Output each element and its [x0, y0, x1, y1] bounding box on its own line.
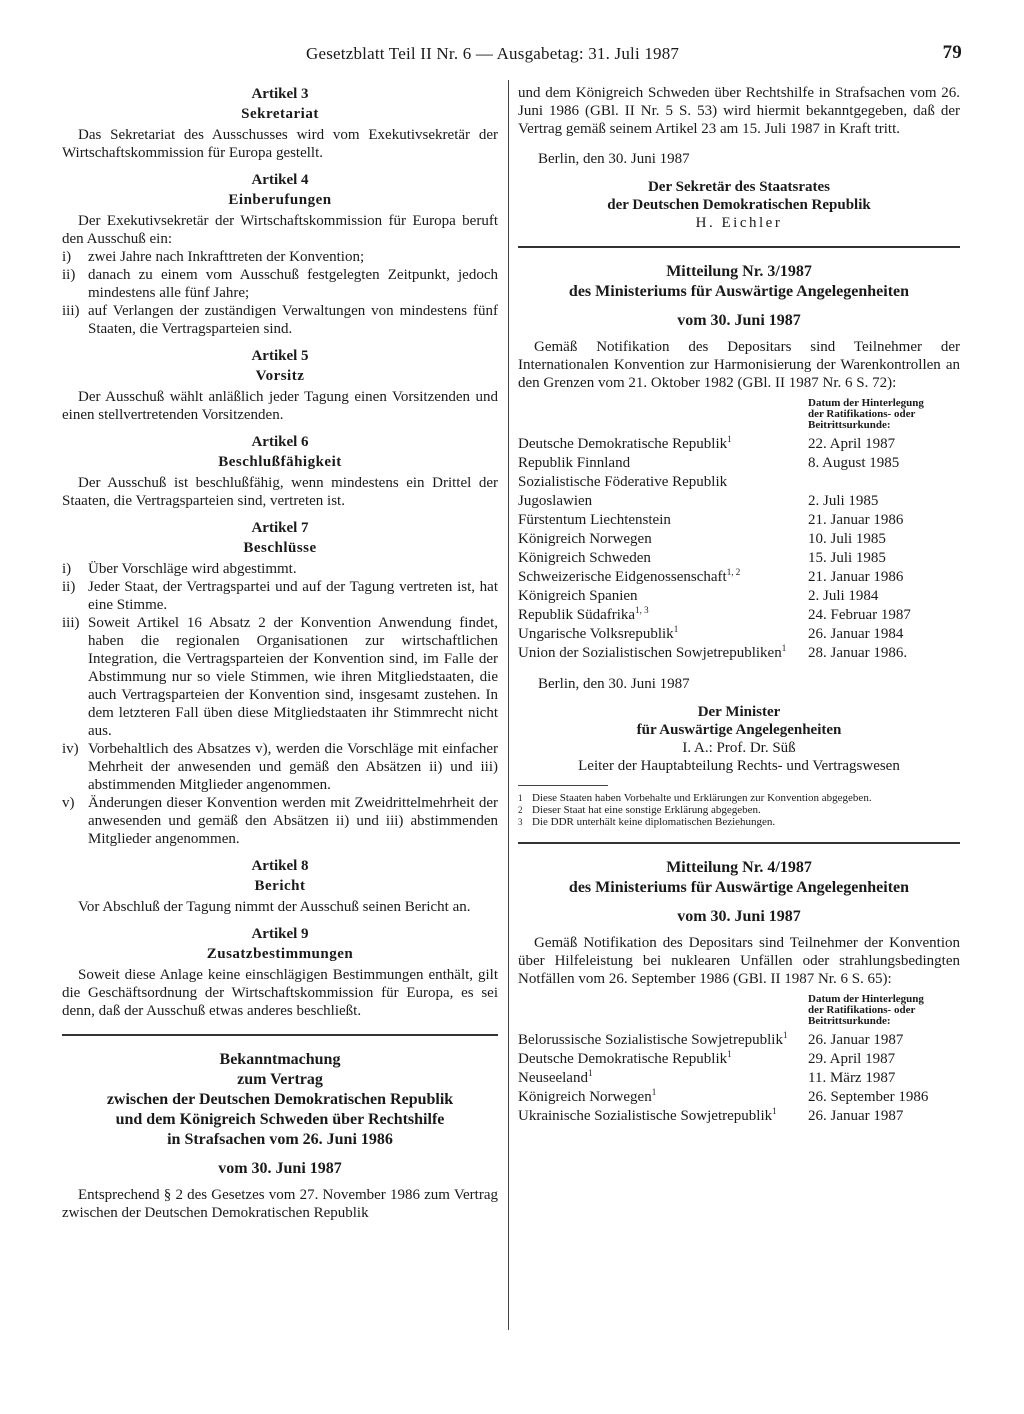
article-7-subtitle: Beschlüsse: [243, 540, 317, 556]
signatory-name: H. Eichler: [695, 215, 783, 231]
mitteilung-3-text: Gemäß Notifikation des Depositars sind Teilnehmer der Internationalen Konvention zur Harmonisierung der Warenkontrollen an den Grenzen vom 21. Oktober 1982 (GBl. II 1987 Nr. 6 S. 72):: [518, 339, 960, 391]
article-6-subtitle: Beschlußfähigkeit: [218, 454, 342, 470]
mitteilung-4-date: vom 30. Juni 1987: [677, 908, 801, 925]
mitteilung-3-table: [518, 435, 960, 663]
table-row: Republik Finnland 8. August 1985: [518, 455, 900, 471]
article-7-item: iv) Vorbehaltlich des Absatzes v), werden die Vorschläge mit einfacher Mehrheit der anwesenden und gemäß den Absätzen ii) und iii) abstimmenden Mitglieder angenommen.: [62, 741, 498, 793]
table-row: Schweizerische Eidgenossenschaft$^{1, 2}$ 21. Januar 1986: [518, 567, 904, 585]
page-number: 79: [942, 42, 962, 63]
mitteilung-3-title: Mitteilung Nr. 3/1987 des Ministeriums für Auswärtige Angelegenheiten: [568, 263, 910, 300]
article-8-title: Artikel 8: [251, 858, 309, 874]
table-row: Fürstentum Liechtenstein 21. Januar 1986: [518, 512, 904, 528]
article-3-subtitle: Sekretariat: [241, 106, 319, 122]
article-3-text: Das Sekretariat des Ausschusses wird vom Exekutivsekretär der Wirtschaftskommission für Europa gestellt.: [62, 127, 498, 161]
table-row: Neuseeland$^1$ 11. März 1987: [518, 1068, 896, 1086]
article-5-subtitle: Vorsitz: [255, 368, 305, 384]
article-5-text: Der Ausschuß wählt anläßlich jeder Tagung einen Vorsitzenden und einen stellvertretenden Vorsitzenden.: [62, 389, 498, 423]
section-divider: [518, 842, 960, 844]
section-divider: [518, 246, 960, 248]
article-7-item: ii) Jeder Staat, der Vertragspartei und auf der Tagung vertreten ist, hat eine Stimme.: [62, 579, 498, 613]
table-row: Königreich Schweden 15. Juli 1985: [518, 550, 886, 566]
table-row: Belorussische Sozialistische Sowjetrepublik$^1$ 26. Januar 1987: [518, 1030, 904, 1048]
mitteilung-4-title: Mitteilung Nr. 4/1987 des Ministeriums für Auswärtige Angelegenheiten: [568, 859, 910, 896]
article-4-item: iii) auf Verlangen der zuständigen Verwaltungen von mindestens fünf Staaten, die Vertragsparteien sind.: [62, 303, 498, 337]
table-row: Union der Sozialistischen Sowjetrepubliken$^1$ 28. Januar 1986.: [518, 643, 908, 661]
article-6-title: Artikel 6: [251, 434, 309, 450]
table-column-header: Datum der Hinterlegung der Ratifikations- oder Beitrittsurkunde:: [808, 397, 924, 431]
article-5-title: Artikel 5: [251, 348, 309, 364]
article-3-title: Artikel 3: [251, 86, 309, 102]
left-column: [62, 84, 498, 1222]
footnote: 2 Dieser Staat hat eine sonstige Erklärung abgegeben.: [518, 804, 761, 816]
right-column: [518, 84, 960, 1126]
table-row: Ukrainische Sozialistische Sowjetrepublik$^1$ 26. Januar 1987: [518, 1106, 904, 1124]
footnote: 3 Die DDR unterhält keine diplomatischen Beziehungen.: [518, 816, 776, 828]
table-row: Deutsche Demokratische Republik$^1$ 22. April 1987: [518, 434, 896, 452]
mitteilung-4-text: Gemäß Notifikation des Depositars sind Teilnehmer der Konvention über Hilfeleistung bei nuklearen Unfällen oder strahlungsbedingten Notfällen vom 26. September 1986 (GBl. II 1987 Nr. 6 S. 65):: [518, 935, 960, 987]
article-7-item: iii) Soweit Artikel 16 Absatz 2 der Konvention Anwendung findet, haben die regionalen Organisationen zur wirtschaftlichen Integration, die Vertragsparteien der Konvention sind, im Falle der Abstimmung nur so viele Stimmen, wie ihren Mitgliedstaaten, die auch Vertragsparteien der Konvention sind, insgesamt zustehen. In dem letzteren Fall üben diese Mitgliedstaaten ihr Stimmrecht nicht aus.: [62, 615, 498, 739]
table-row: Deutsche Demokratische Republik$^1$ 29. April 1987: [518, 1049, 896, 1067]
mitteilung-3-date: vom 30. Juni 1987: [677, 312, 801, 329]
article-9-text: Soweit diese Anlage keine einschlägigen Bestimmungen enthält, gilt die Geschäftsordnung der Wirtschaftskommission für Europa, es sei denn, daß der Ausschuß etwas anderes beschließt.: [62, 967, 498, 1019]
table-row: Königreich Norwegen$^1$ 26. September 1986: [518, 1087, 929, 1105]
article-7-item: v) Änderungen dieser Konvention werden mit Zweidrittelmehrheit der anwesenden und gemäß den Absätzen ii) und iii) abstimmenden Mitglieder angenommen.: [62, 795, 498, 847]
header-title: Gesetzblatt Teil II Nr. 6 — Ausgabetag: 31. Juli 1987: [306, 44, 680, 63]
article-4-subtitle: Einberufungen: [228, 192, 332, 208]
article-9-title: Artikel 9: [251, 926, 309, 942]
table-row: Ungarische Volksrepublik$^1$ 26. Januar 1984: [518, 624, 904, 642]
table-row: Republik Südafrika$^{1, 3}$ 24. Februar 1987: [518, 605, 911, 623]
article-4-item: i) zwei Jahre nach Inkrafttreten der Konvention;: [62, 249, 365, 265]
notice-continuation-text: und dem Königreich Schweden über Rechtshilfe in Strafsachen vom 26. Juni 1986 (GBl. II Nr. 5 S. 53) wird hiermit bekanntgegeben, daß der Vertrag gemäß seinem Artikel 23 am 15. Juli 1987 in Kraft tritt.: [518, 85, 960, 137]
article-7-item: i) Über Vorschläge wird abgestimmt.: [62, 561, 297, 577]
signature-block: Der Sekretär des Staatsrates der Deutschen Demokratischen Republik H. Eichler: [518, 178, 960, 232]
article-7-title: Artikel 7: [251, 520, 309, 536]
article-6-text: Der Ausschuß ist beschlußfähig, wenn mindestens ein Drittel der Staaten, die Vertragsparteien sind, vertreten ist.: [62, 475, 498, 509]
place-date: Berlin, den 30. Juni 1987: [538, 151, 690, 167]
table-column-header: Datum der Hinterlegung der Ratifikations- oder Beitrittsurkunde:: [808, 993, 924, 1027]
signature-block: Der Minister für Auswärtige Angelegenheiten I. A.: Prof. Dr. Süß Leiter der Hauptabteilung Rechts- und Vertragswesen: [578, 704, 900, 774]
place-date: Berlin, den 30. Juni 1987: [538, 676, 690, 692]
footnote-divider: [518, 785, 608, 786]
notice-text: Entsprechend § 2 des Gesetzes vom 27. November 1986 zum Vertrag zwischen der Deutschen Demokratischen Republik: [62, 1187, 498, 1221]
article-4-item: ii) danach zu einem vom Ausschuß festgelegten Zeitpunkt, jedoch mindestens alle fünf Jahre;: [62, 267, 498, 301]
article-4-text: Der Exekutivsekretär der Wirtschaftskommission für Europa beruft den Ausschuß ein:: [62, 213, 498, 247]
article-8-text: Vor Abschluß der Tagung nimmt der Ausschuß seinen Bericht an.: [78, 899, 471, 915]
notice-title: Bekanntmachung zum Vertrag zwischen der Deutschen Demokratischen Republik und dem Königreich Schweden über Rechtshilfe in Strafsachen vom 26. Juni 1986: [106, 1051, 454, 1148]
article-8-subtitle: Bericht: [254, 878, 306, 894]
notice-date: vom 30. Juni 1987: [218, 1160, 342, 1177]
mitteilung-4-table: [518, 1031, 960, 1126]
page-header: [306, 44, 966, 68]
table-row: Sozialistische Föderative Republik Jugoslawien 2. Juli 1985: [518, 474, 879, 509]
article-4-title: Artikel 4: [251, 172, 309, 188]
footnote: 1 Diese Staaten haben Vorbehalte und Erklärungen zur Konvention abgegeben.: [518, 792, 872, 804]
table-row: Königreich Spanien 2. Juli 1984: [518, 588, 879, 604]
column-divider: [508, 80, 509, 1330]
table-row: Königreich Norwegen 10. Juli 1985: [518, 531, 886, 547]
section-divider: [62, 1034, 498, 1036]
article-9-subtitle: Zusatzbestimmungen: [206, 946, 354, 962]
